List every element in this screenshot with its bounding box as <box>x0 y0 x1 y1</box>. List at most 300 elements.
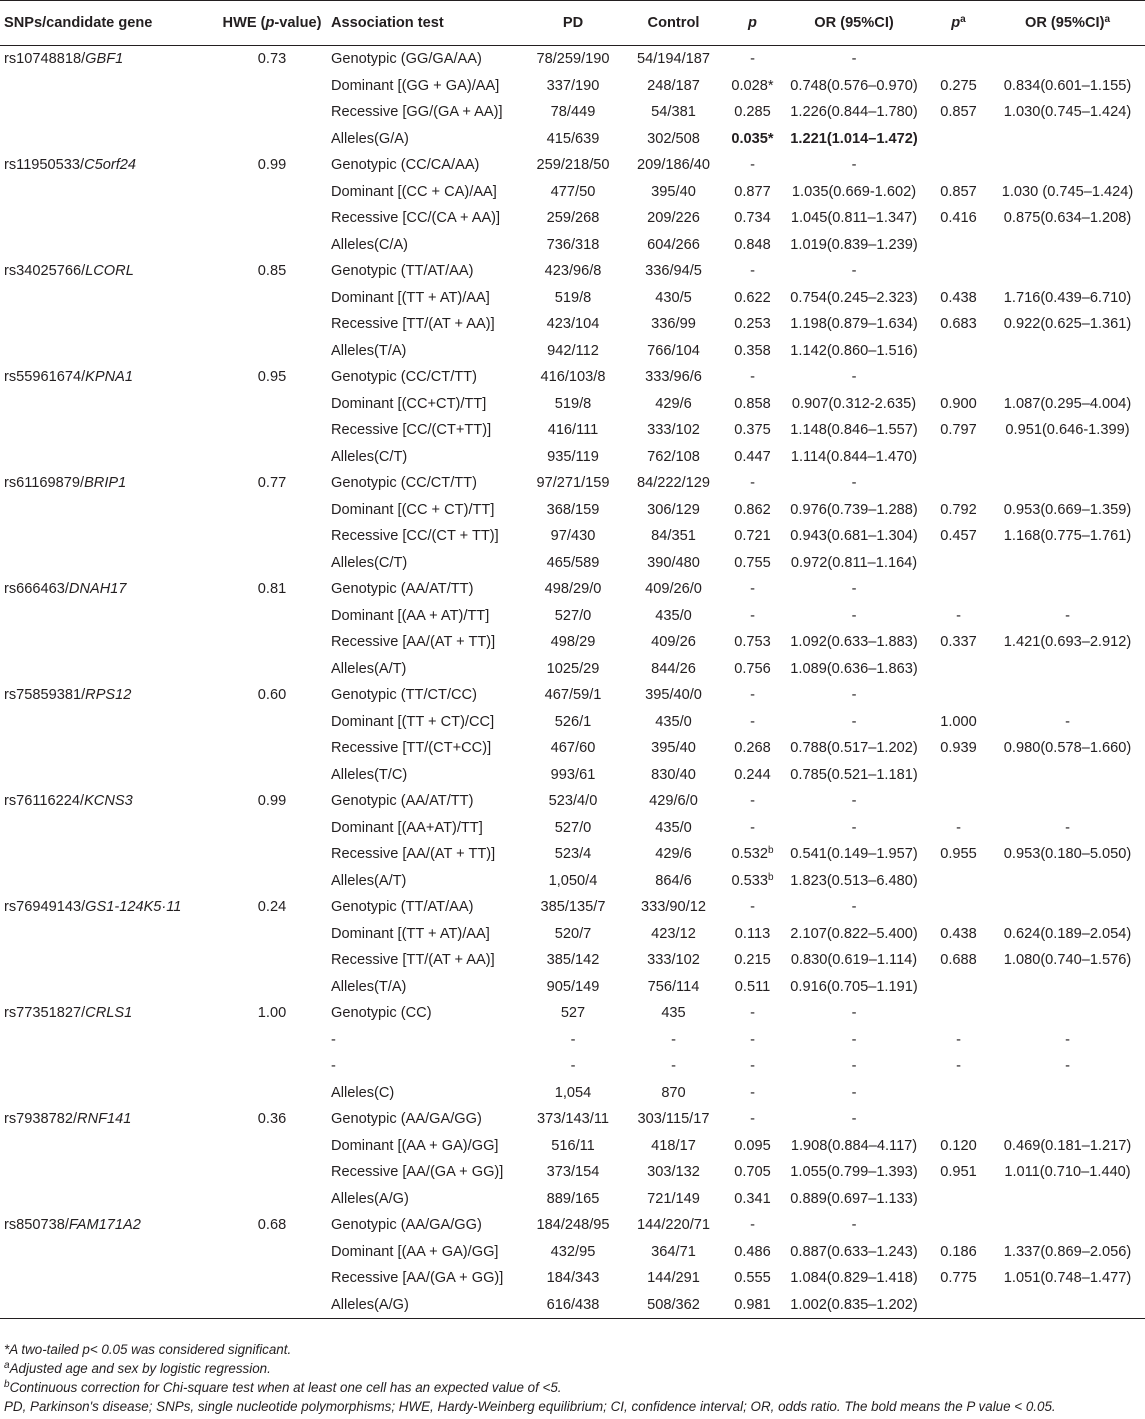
table-row <box>0 523 1145 550</box>
cell-p-adjusted <box>927 1080 990 1107</box>
cell-snp <box>0 417 213 444</box>
cell-pd: 373/154 <box>546 1164 600 1180</box>
cell-p-adjusted: 0.337 <box>940 634 977 650</box>
cell-test: Recessive [AA/(AT + TT)] <box>331 846 496 862</box>
cell-hwe: 0.99 <box>257 793 287 809</box>
cell-control: 364/71 <box>651 1243 696 1260</box>
cell-p-adjusted <box>927 232 990 259</box>
cell-control: 435/0 <box>655 819 692 836</box>
footnote-text: Continuous correction for Chi-square test when at least one cell has an expected value of <5. <box>9 1380 562 1395</box>
cell-or-adjusted <box>990 1000 1145 1027</box>
p-value: 0.705 <box>734 1164 771 1180</box>
cell-test: Recessive [AA/(AT + TT)] <box>331 634 496 650</box>
p-footnote-mark: b <box>767 871 774 883</box>
cell-or-adjusted <box>990 364 1145 391</box>
cell-test: Alleles(A/T) <box>331 872 407 889</box>
cell-or-adjusted: 0.953(0.180–5.050) <box>1003 846 1132 862</box>
cell-or: 1.092(0.633–1.883) <box>790 634 918 650</box>
cell-hwe <box>213 311 331 338</box>
cell-control: 333/96/6 <box>645 369 702 385</box>
cell-p-adjusted <box>927 656 990 683</box>
cell-or-adjusted <box>990 576 1145 603</box>
cell-hwe <box>213 99 331 126</box>
cell-snp <box>0 868 213 895</box>
cell-test: Dominant [(AA + GA)/GG] <box>331 1243 499 1260</box>
p-value: - <box>750 157 755 173</box>
cell-control: 395/40/0 <box>645 687 702 703</box>
cell-hwe: 0.68 <box>257 1217 287 1233</box>
cell-p-adjusted <box>927 126 990 153</box>
cell-p-adjusted <box>927 974 990 1001</box>
cell-p <box>724 1212 781 1239</box>
cell-control: 870 <box>661 1084 686 1101</box>
cell-or: 1.148(0.846–1.557) <box>790 422 918 438</box>
table-row <box>0 258 1145 285</box>
cell-hwe <box>213 1239 331 1266</box>
cell-p <box>724 364 781 391</box>
cell-control: 54/381 <box>651 104 696 120</box>
p-value: - <box>750 1058 755 1074</box>
cell-test: Genotypic (CC/CA/AA) <box>331 157 480 173</box>
cell-test: Alleles(C/T) <box>331 554 408 571</box>
cell-p <box>724 947 781 974</box>
cell-pd: 423/104 <box>546 316 600 332</box>
cell-p-adjusted: 0.900 <box>940 395 977 412</box>
cell-or-adjusted <box>990 974 1145 1001</box>
cell-p-adjusted: 0.186 <box>940 1243 977 1260</box>
cell-pd: 889/165 <box>546 1190 600 1207</box>
cell-p-adjusted <box>927 682 990 709</box>
cell-pd: 465/589 <box>546 554 600 571</box>
cell-pd: 467/60 <box>550 740 596 756</box>
cell-pd: 368/159 <box>546 501 600 518</box>
table-row <box>0 1027 1145 1054</box>
cell-hwe <box>213 391 331 418</box>
cell-or-adjusted <box>990 788 1145 815</box>
table-row <box>0 868 1145 895</box>
table-row <box>0 179 1145 206</box>
p-value: 0.035* <box>731 130 774 147</box>
cell-or: - <box>851 263 857 279</box>
table-row <box>0 894 1145 921</box>
p-value: 0.253 <box>734 316 771 332</box>
cell-or-adjusted <box>990 338 1145 365</box>
cell-snp <box>0 815 213 842</box>
p-value: 0.981 <box>734 1296 771 1313</box>
cell-pd: 935/119 <box>547 448 599 465</box>
cell-snp <box>0 603 213 630</box>
cell-p <box>724 788 781 815</box>
footnote <box>4 1359 1056 1378</box>
cell-test: Genotypic (TT/CT/CC) <box>331 687 477 703</box>
cell-or-adjusted: 1.011(0.710–1.440) <box>1004 1164 1131 1180</box>
cell-hwe: 1.00 <box>257 1005 287 1021</box>
cell-snp <box>0 497 213 524</box>
cell-p <box>724 1000 781 1027</box>
cell-p <box>724 497 781 524</box>
cell-control: - <box>671 1031 676 1048</box>
cell-p <box>724 444 781 471</box>
cell-or: 0.830(0.619–1.114) <box>790 952 918 968</box>
table-row <box>0 1212 1145 1239</box>
cell-or-adjusted: 1.051(0.748–1.477) <box>1003 1270 1132 1286</box>
cell-pd: 423/96/8 <box>544 263 602 279</box>
cell-p-adjusted: 0.275 <box>940 77 977 94</box>
cell-p-adjusted <box>927 444 990 471</box>
cell-hwe <box>213 1027 331 1054</box>
cell-or: 0.889(0.697–1.133) <box>790 1190 918 1207</box>
cell-snp <box>0 1159 213 1186</box>
cell-pd: 97/430 <box>550 528 596 544</box>
snp-id: rs76116224/ <box>4 793 85 809</box>
cell-or-adjusted <box>990 1106 1145 1133</box>
p-value: - <box>750 793 755 809</box>
p-value: - <box>750 1084 755 1101</box>
cell-or: 0.788(0.517–1.202) <box>790 740 918 756</box>
cell-control: 844/26 <box>651 660 696 677</box>
table-row <box>0 470 1145 497</box>
p-value: - <box>750 1217 755 1233</box>
cell-p-adjusted <box>927 1292 990 1319</box>
cell-snp <box>0 364 213 391</box>
cell-p-adjusted: 0.438 <box>940 925 977 942</box>
cell-snp <box>0 1080 213 1107</box>
cell-hwe <box>213 921 331 948</box>
cell-snp <box>0 285 213 312</box>
cell-test: Alleles(T/C) <box>331 766 408 783</box>
cell-or: 1.114(0.844–1.470) <box>790 448 918 465</box>
cell-hwe <box>213 338 331 365</box>
cell-test: Dominant [(AA + AT)/TT] <box>331 607 490 624</box>
p-value: 0.862 <box>734 501 771 518</box>
footnote <box>4 1378 1056 1397</box>
cell-hwe <box>213 656 331 683</box>
cell-pd: 993/61 <box>550 766 596 783</box>
cell-test: Alleles(A/G) <box>331 1190 409 1207</box>
cell-pd: - <box>570 1058 576 1074</box>
cell-test: Dominant [(CC + CA)/AA] <box>331 183 497 200</box>
cell-or: 1.198(0.879–1.634) <box>790 316 918 332</box>
cell-or: 1.084(0.829–1.418) <box>790 1270 918 1286</box>
cell-p <box>724 868 781 895</box>
cell-or-adjusted <box>990 550 1145 577</box>
cell-pd: 498/29 <box>550 634 596 650</box>
cell-snp <box>0 1106 213 1133</box>
cell-control: 306/129 <box>647 501 700 518</box>
table-row <box>0 1000 1145 1027</box>
cell-p-adjusted <box>927 1186 990 1213</box>
footnote-mark: a <box>4 1360 10 1371</box>
cell-test: Dominant [(TT + AT)/AA] <box>331 925 490 942</box>
cell-snp <box>0 550 213 577</box>
cell-p-adjusted: 0.955 <box>940 846 977 862</box>
cell-p-adjusted: - <box>956 607 961 624</box>
p-value: - <box>750 1005 755 1021</box>
cell-hwe <box>213 735 331 762</box>
cell-test: Alleles(G/A) <box>331 130 409 147</box>
table-row <box>0 391 1145 418</box>
cell-pd: 337/190 <box>546 77 600 94</box>
table-row <box>0 364 1145 391</box>
table-row <box>0 1159 1145 1186</box>
table-row <box>0 1133 1145 1160</box>
cell-hwe: 0.81 <box>257 581 287 597</box>
table-row <box>0 152 1145 179</box>
cell-or-adjusted <box>990 1186 1145 1213</box>
cell-pd: 1,054 <box>554 1084 592 1101</box>
cell-or: 1.045(0.811–1.347) <box>790 210 918 226</box>
gene-name: DNAH17 <box>68 581 127 597</box>
cell-control: 721/149 <box>647 1190 700 1207</box>
p-value: 0.113 <box>734 925 771 942</box>
cell-or: - <box>851 581 857 597</box>
gene-name: FAM171A2 <box>68 1217 141 1233</box>
cell-hwe <box>213 417 331 444</box>
p-value: 0.858 <box>734 395 771 412</box>
header-row <box>0 1 1145 46</box>
cell-p-adjusted: 0.683 <box>940 316 977 332</box>
cell-hwe <box>213 629 331 656</box>
cell-or-adjusted: - <box>1065 1031 1070 1048</box>
cell-or-adjusted: 1.337(0.869–2.056) <box>1003 1243 1132 1260</box>
cell-or: - <box>851 1084 857 1101</box>
table-row <box>0 126 1145 153</box>
table-row <box>0 735 1145 762</box>
cell-or: 2.107(0.822–5.400) <box>790 925 918 942</box>
cell-pd: 616/438 <box>546 1296 600 1313</box>
cell-or: 0.785(0.521–1.181) <box>790 766 918 783</box>
cell-p <box>724 1027 781 1054</box>
snp-id: rs77351827/ <box>4 1005 86 1021</box>
cell-snp <box>0 232 213 259</box>
cell-hwe <box>213 232 331 259</box>
cell-test: Genotypic (CC/CT/TT) <box>331 475 477 491</box>
cell-hwe <box>213 444 331 471</box>
cell-or-adjusted: - <box>1065 607 1070 624</box>
table-row <box>0 311 1145 338</box>
footnote-mark: b <box>4 1379 10 1390</box>
cell-p <box>724 523 781 550</box>
p-value: 0.721 <box>734 528 771 544</box>
cell-test: Alleles(A/G) <box>331 1296 409 1313</box>
cell-test: Recessive [TT/(CT+CC)] <box>331 740 492 756</box>
cell-control: 830/40 <box>651 766 696 783</box>
cell-or: - <box>851 1217 857 1233</box>
cell-test: Genotypic (AA/AT/TT) <box>331 581 474 597</box>
p-value: 0.734 <box>734 210 771 226</box>
cell-pd: 97/271/159 <box>536 475 610 491</box>
header-control: Control <box>647 15 700 31</box>
cell-or-adjusted: 0.624(0.189–2.054) <box>1003 925 1132 942</box>
cell-p-adjusted: 0.688 <box>940 952 977 968</box>
table-row <box>0 762 1145 789</box>
p-value: - <box>750 1111 755 1127</box>
cell-or-adjusted: 1.716(0.439–6.710) <box>1003 289 1132 306</box>
cell-hwe <box>213 603 331 630</box>
table-row <box>0 656 1145 683</box>
cell-or-adjusted: 0.953(0.669–1.359) <box>1003 501 1132 518</box>
cell-test: Recessive [AA/(GA + GG)] <box>331 1164 504 1180</box>
cell-hwe <box>213 974 331 1001</box>
cell-test: Dominant [(TT + AT)/AA] <box>331 289 490 306</box>
cell-pd: 432/95 <box>550 1243 596 1260</box>
cell-pd: 736/318 <box>546 236 600 253</box>
cell-pd: 373/143/11 <box>537 1111 609 1127</box>
cell-control: 418/17 <box>651 1137 696 1154</box>
cell-pd: 519/8 <box>554 289 592 306</box>
cell-control: 756/114 <box>647 978 700 995</box>
cell-test: Genotypic (AA/GA/GG) <box>331 1217 482 1233</box>
header-hwe: HWE (p-value) <box>222 15 322 31</box>
cell-snp <box>0 391 213 418</box>
table-row <box>0 709 1145 736</box>
cell-hwe: 0.99 <box>257 157 287 173</box>
cell-snp <box>0 576 213 603</box>
cell-control: 84/351 <box>651 528 696 544</box>
cell-control: 54/194/187 <box>636 51 711 67</box>
cell-p <box>724 391 781 418</box>
cell-control: 336/99 <box>651 316 696 332</box>
cell-snp <box>0 947 213 974</box>
cell-control: 864/6 <box>655 872 692 889</box>
cell-p <box>724 205 781 232</box>
table-row <box>0 444 1145 471</box>
p-value: 0.756 <box>734 660 771 677</box>
cell-p-adjusted <box>927 1106 990 1133</box>
cell-snp <box>0 73 213 100</box>
header-snp: SNPs/candidate gene <box>4 15 153 31</box>
cell-hwe: 0.60 <box>257 687 287 703</box>
cell-or: - <box>851 1031 857 1048</box>
p-value: 0.486 <box>734 1243 771 1260</box>
cell-hwe <box>213 497 331 524</box>
cell-pd: - <box>570 1031 576 1048</box>
gene-name: C5orf24 <box>84 157 136 173</box>
cell-test: Alleles(C) <box>331 1084 395 1101</box>
p-value: 0.532 <box>731 846 768 862</box>
cell-or: - <box>851 51 857 67</box>
cell-snp <box>0 179 213 206</box>
cell-or: - <box>851 687 857 703</box>
cell-or: - <box>851 819 857 836</box>
cell-or: - <box>851 713 857 730</box>
table-row <box>0 232 1145 259</box>
p-value: 0.215 <box>734 952 771 968</box>
cell-or-adjusted <box>990 232 1145 259</box>
cell-pd: 526/1 <box>554 713 592 730</box>
cell-snp <box>0 338 213 365</box>
p-value: - <box>750 687 755 703</box>
cell-or: 0.907(0.312-2.635) <box>791 395 917 412</box>
cell-hwe: 0.95 <box>257 369 287 385</box>
p-value: - <box>750 581 755 597</box>
cell-control: 144/220/71 <box>636 1217 711 1233</box>
cell-hwe <box>213 523 331 550</box>
cell-test: Genotypic (CC) <box>331 1005 432 1021</box>
cell-snp <box>0 205 213 232</box>
cell-p-adjusted: 0.438 <box>940 289 977 306</box>
cell-control: 302/508 <box>647 130 700 147</box>
cell-p <box>724 735 781 762</box>
cell-hwe <box>213 709 331 736</box>
cell-hwe: 0.36 <box>257 1111 287 1127</box>
cell-pd: 516/11 <box>551 1137 595 1154</box>
cell-control: 435/0 <box>655 713 692 730</box>
cell-p-adjusted: 0.939 <box>940 740 977 756</box>
cell-test: Dominant [(AA + GA)/GG] <box>331 1137 499 1154</box>
cell-p <box>724 894 781 921</box>
cell-snp <box>0 1212 213 1239</box>
cell-p <box>724 258 781 285</box>
p-footnote-mark: b <box>767 845 774 856</box>
cell-p <box>724 1186 781 1213</box>
p-value: 0.268 <box>734 740 771 756</box>
cell-or: 1.142(0.860–1.516) <box>790 342 918 359</box>
table-row <box>0 576 1145 603</box>
cell-snp <box>0 656 213 683</box>
cell-snp <box>0 894 213 921</box>
gene-name: CRLS1 <box>85 1005 133 1021</box>
cell-snp <box>0 1239 213 1266</box>
cell-control: 333/102 <box>647 952 700 968</box>
cell-snp <box>0 46 213 73</box>
cell-test: Dominant [(AA+AT)/TT] <box>331 819 483 836</box>
cell-hwe <box>213 73 331 100</box>
cell-control: 429/6/0 <box>649 793 698 809</box>
cell-hwe: 0.77 <box>257 475 287 491</box>
cell-or-adjusted <box>990 258 1145 285</box>
cell-pd: 78/259/190 <box>536 51 610 67</box>
cell-or-adjusted <box>990 682 1145 709</box>
cell-snp <box>0 470 213 497</box>
cell-p-adjusted: - <box>956 819 961 836</box>
cell-pd: 905/149 <box>546 978 600 995</box>
cell-or-adjusted: 0.834(0.601–1.155) <box>1003 77 1132 94</box>
cell-hwe <box>213 1080 331 1107</box>
cell-test: Recessive [CC/(CA + AA)] <box>331 210 501 226</box>
cell-test: Alleles(T/A) <box>331 342 407 359</box>
cell-pd: 942/112 <box>547 342 599 359</box>
cell-p <box>724 603 781 630</box>
cell-pd: 416/103/8 <box>540 369 606 385</box>
cell-p <box>724 99 781 126</box>
cell-or-adjusted: 0.951(0.646-1.399) <box>1005 422 1130 438</box>
cell-p-adjusted <box>927 152 990 179</box>
cell-p <box>724 417 781 444</box>
table-row <box>0 974 1145 1001</box>
cell-pd: 259/218/50 <box>536 157 610 173</box>
cell-p <box>724 921 781 948</box>
cell-snp <box>0 152 213 179</box>
cell-pd: 1,050/4 <box>548 872 598 889</box>
p-value: 0.358 <box>734 342 771 359</box>
cell-p-adjusted: 0.857 <box>940 104 977 120</box>
cell-or-adjusted: - <box>1065 713 1070 730</box>
cell-control: 435 <box>661 1005 686 1021</box>
table-row <box>0 1080 1145 1107</box>
cell-or: 0.748(0.576–0.970) <box>790 77 918 94</box>
cell-pd: 519/8 <box>554 395 592 412</box>
cell-snp <box>0 1133 213 1160</box>
cell-pd: 1025/29 <box>546 660 600 677</box>
cell-snp <box>0 709 213 736</box>
cell-p <box>724 656 781 683</box>
cell-hwe: 0.73 <box>257 51 287 67</box>
cell-p <box>724 179 781 206</box>
header-pd: PD <box>562 15 584 31</box>
cell-pd: 259/268 <box>546 210 600 226</box>
cell-p <box>724 73 781 100</box>
